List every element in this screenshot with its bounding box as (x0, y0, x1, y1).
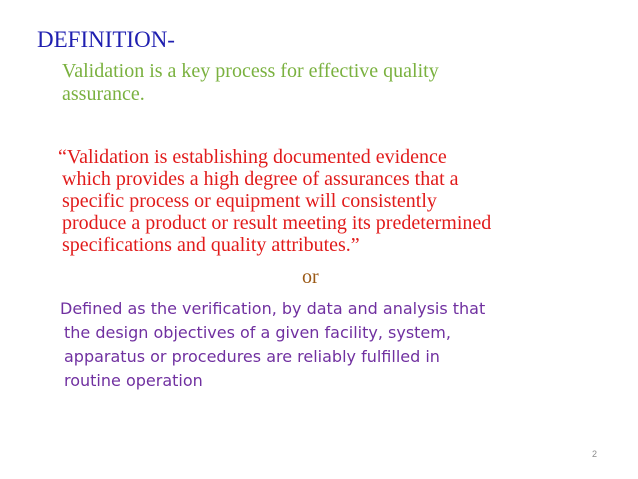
intro-line: assurance. (62, 83, 145, 105)
quote-line: “Validation is establishing documented evidence (58, 146, 447, 168)
quote-line: produce a product or result meeting its predetermined (62, 212, 492, 234)
intro-text (62, 60, 562, 106)
quote-line: specifications and quality attributes.” (62, 234, 360, 256)
definition-line: apparatus or procedures are reliably fulfilled in (64, 347, 440, 366)
page-number: 2 (592, 449, 598, 459)
or-separator: or (302, 266, 319, 288)
definition-line: routine operation (64, 371, 203, 390)
intro-line: Validation is a key process for effective quality (62, 60, 439, 82)
validation-quote (58, 146, 618, 256)
quote-line: which provides a high degree of assurances that a (62, 168, 459, 190)
definition-line: Defined as the verification, by data and analysis that (60, 299, 486, 318)
alternate-definition (60, 297, 620, 393)
quote-line: specific process or equipment will consistently (62, 190, 437, 212)
definition-line: the design objectives of a given facility, system, (64, 323, 451, 342)
slide-heading: DEFINITION- (37, 27, 175, 52)
